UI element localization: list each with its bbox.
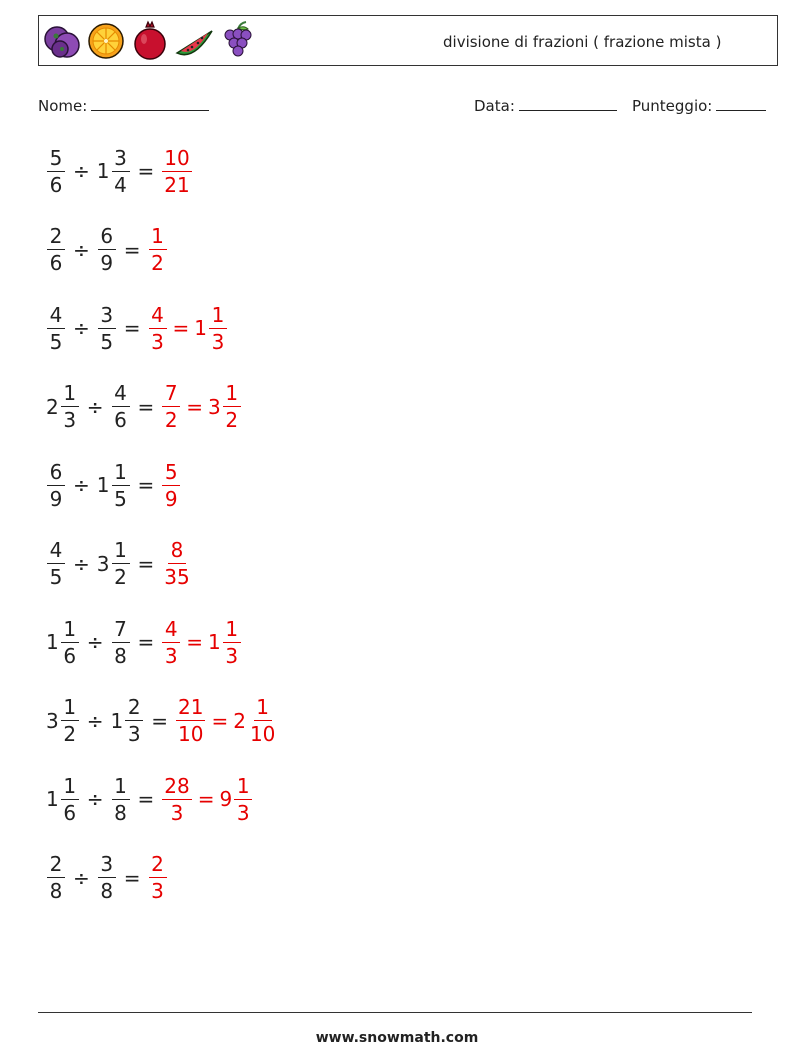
equals-sign: = <box>137 159 155 183</box>
answer-improper-fraction <box>149 854 167 901</box>
answer <box>161 773 253 825</box>
answer-improper-numerator: 8 <box>168 540 186 564</box>
divisor-numerator: 3 <box>98 854 116 878</box>
answer-improper-denominator: 3 <box>170 800 184 825</box>
divisor-whole: 1 <box>96 473 110 497</box>
date-field <box>474 94 617 115</box>
divisor-number <box>111 383 131 430</box>
dividend-denominator: 6 <box>49 251 63 275</box>
grapes-icon <box>218 19 258 63</box>
answer-mixed-fraction <box>209 302 227 354</box>
dividend-fraction <box>61 616 79 668</box>
equals-sign: = <box>151 708 168 733</box>
footer-url: www.snowmath.com <box>315 1030 479 1046</box>
answer-improper-number <box>161 540 192 587</box>
dividend-whole: 1 <box>46 787 59 811</box>
answer-improper-denominator: 2 <box>151 251 164 275</box>
dividend-number <box>46 616 80 668</box>
name-blank[interactable] <box>91 94 209 111</box>
answer-improper-number <box>175 697 206 744</box>
answer <box>161 145 192 197</box>
answer-mixed-denominator: 3 <box>211 329 225 354</box>
divisor-number <box>111 773 131 825</box>
dividend-number <box>46 459 66 511</box>
answer <box>175 697 278 744</box>
dividend-fraction <box>47 459 65 511</box>
divisor-denominator: 6 <box>114 408 127 432</box>
answer-equals-sign: = <box>211 708 229 733</box>
dividend-fraction <box>61 383 79 430</box>
dividend-fraction <box>47 302 65 354</box>
answer-improper-numerator: 21 <box>178 695 204 719</box>
name-field <box>38 94 209 115</box>
answer-improper-denominator: 21 <box>164 172 190 197</box>
answer-improper-numerator: 1 <box>149 226 167 250</box>
dividend-whole: 1 <box>46 630 59 654</box>
divisor-fraction <box>112 540 130 587</box>
dividend-whole: 3 <box>46 708 59 733</box>
equals-sign: = <box>137 787 155 811</box>
divisor-whole: 1 <box>96 159 110 183</box>
dividend-fraction <box>61 773 79 825</box>
plum-icon <box>42 19 82 63</box>
dividend-denominator: 6 <box>49 172 63 197</box>
problem-row <box>46 535 193 593</box>
answer-improper-number <box>161 145 192 197</box>
answer-improper-fraction <box>162 459 180 511</box>
watermelon-icon <box>174 19 214 63</box>
divisor-number <box>96 145 131 197</box>
dividend-denominator: 2 <box>63 722 77 746</box>
answer-mixed-whole: 9 <box>219 787 233 811</box>
divisor-numerator: 2 <box>125 697 143 721</box>
problem-row <box>46 142 193 200</box>
answer <box>148 226 168 273</box>
answer-improper-numerator: 28 <box>164 773 190 798</box>
answer-mixed-number <box>233 697 278 744</box>
answer-mixed-number <box>219 773 253 825</box>
dividend-numerator: 1 <box>61 697 79 721</box>
divisor-denominator: 8 <box>114 800 127 825</box>
dividend-whole: 2 <box>46 394 59 419</box>
answer-mixed-numerator: 1 <box>223 383 241 407</box>
divisor-number <box>97 302 117 354</box>
divisor-denominator: 2 <box>114 565 127 589</box>
answer-improper-fraction <box>162 773 191 825</box>
answer-mixed-numerator: 1 <box>234 776 252 800</box>
answer-mixed-fraction <box>223 383 241 430</box>
answer <box>148 854 168 901</box>
date-blank[interactable] <box>519 94 617 111</box>
divisor-denominator: 5 <box>100 329 114 354</box>
answer-improper-numerator: 2 <box>149 854 167 878</box>
answer-improper-number <box>161 616 181 668</box>
name-label: Nome: <box>38 97 88 115</box>
dividend-denominator: 5 <box>49 565 63 589</box>
divisor-numerator: 7 <box>112 619 130 643</box>
dividend-denominator: 8 <box>49 879 63 903</box>
answer-improper-number <box>148 854 168 901</box>
answer-improper-fraction <box>176 697 205 744</box>
divisor-denominator: 3 <box>127 722 141 746</box>
divisor-denominator: 4 <box>114 172 127 197</box>
divisor-numerator: 6 <box>98 226 116 250</box>
answer-improper-fraction <box>149 302 167 354</box>
equals-sign: = <box>123 865 141 890</box>
divisor-fraction <box>98 226 116 273</box>
answer-improper-numerator: 10 <box>164 145 190 170</box>
answer-mixed-fraction <box>248 697 277 744</box>
answer-improper-number <box>161 459 181 511</box>
answer <box>161 540 192 587</box>
dividend-numerator: 6 <box>47 462 65 486</box>
dividend-fraction <box>61 697 79 744</box>
divisor-numerator: 3 <box>98 305 116 329</box>
equals-sign: = <box>137 551 155 576</box>
divide-sign: ÷ <box>73 473 90 497</box>
answer-equals-sign: = <box>197 787 215 811</box>
dividend-numerator: 5 <box>47 148 65 172</box>
divisor-fraction <box>112 383 130 430</box>
worksheet-title: divisione di frazioni ( frazione mista ) <box>443 33 722 51</box>
divisor-denominator: 8 <box>114 643 127 668</box>
answer-improper-denominator: 35 <box>164 565 190 589</box>
answer-improper-denominator: 3 <box>151 879 164 903</box>
divisor-fraction <box>125 697 143 744</box>
dividend-denominator: 9 <box>49 486 63 511</box>
divide-sign: ÷ <box>73 316 90 340</box>
answer-mixed-numerator: 1 <box>254 697 272 721</box>
answer-mixed-number <box>208 616 242 668</box>
dividend-numerator: 1 <box>61 776 79 800</box>
divisor-number <box>111 616 131 668</box>
answer-improper-fraction <box>162 145 191 197</box>
divide-sign: ÷ <box>86 394 104 419</box>
dividend-fraction <box>47 540 65 587</box>
answer-mixed-denominator: 2 <box>225 408 239 432</box>
answer-improper-number <box>161 773 192 825</box>
score-label: Punteggio: <box>632 97 713 115</box>
dividend-numerator: 2 <box>47 226 65 250</box>
answer-mixed-whole: 1 <box>208 630 221 654</box>
score-blank[interactable] <box>716 94 766 111</box>
answer-equals-sign: = <box>186 394 204 419</box>
equals-sign: = <box>123 237 141 262</box>
problem-row <box>46 221 168 279</box>
dividend-number <box>46 383 80 430</box>
dividend-numerator: 2 <box>47 854 65 878</box>
answer-mixed-numerator: 1 <box>209 305 227 329</box>
answer-improper-number <box>148 302 168 354</box>
divide-sign: ÷ <box>86 787 104 811</box>
answer-improper-denominator: 2 <box>164 408 178 432</box>
divisor-number <box>111 697 145 744</box>
answer-mixed-number <box>194 302 228 354</box>
dividend-number <box>46 854 66 901</box>
divisor-numerator: 4 <box>112 383 130 407</box>
divisor-whole: 3 <box>96 551 110 576</box>
answer-equals-sign: = <box>172 316 190 340</box>
divide-sign: ÷ <box>73 551 90 576</box>
dividend-numerator: 1 <box>61 619 79 643</box>
dividend-denominator: 5 <box>49 329 63 354</box>
divide-sign: ÷ <box>86 708 104 733</box>
equals-sign: = <box>137 394 155 419</box>
divisor-numerator: 1 <box>112 462 130 486</box>
footer-divider <box>38 1012 752 1013</box>
fruit-icons <box>42 19 258 63</box>
dividend-number <box>46 540 66 587</box>
answer <box>161 459 181 511</box>
answer <box>148 302 229 354</box>
equals-sign: = <box>137 473 155 497</box>
answer-improper-number <box>161 383 181 430</box>
answer <box>161 616 242 668</box>
answer-mixed-fraction <box>223 616 241 668</box>
dividend-fraction <box>47 226 65 273</box>
problem-row <box>46 849 168 907</box>
divisor-number <box>97 854 117 901</box>
divisor-fraction <box>112 459 130 511</box>
dividend-fraction <box>47 854 65 901</box>
answer-improper-fraction <box>162 383 180 430</box>
answer-mixed-denominator: 10 <box>249 722 276 746</box>
dividend-number <box>46 697 80 744</box>
divisor-fraction <box>98 854 116 901</box>
divisor-fraction <box>112 145 130 197</box>
divide-sign: ÷ <box>73 237 90 262</box>
answer-mixed-whole: 2 <box>233 708 246 733</box>
dividend-number <box>46 302 66 354</box>
equals-sign: = <box>137 630 155 654</box>
answer <box>161 383 242 430</box>
answer-improper-number <box>148 226 168 273</box>
answer-improper-denominator: 3 <box>151 329 164 354</box>
dividend-numerator: 1 <box>61 383 79 407</box>
dividend-fraction <box>47 145 65 197</box>
divisor-denominator: 5 <box>114 486 127 511</box>
divisor-numerator: 1 <box>112 776 130 800</box>
problem-row <box>46 378 242 436</box>
dividend-number <box>46 145 66 197</box>
pomegranate-icon <box>130 19 170 63</box>
divide-sign: ÷ <box>73 865 90 890</box>
dividend-denominator: 3 <box>63 408 77 432</box>
divisor-number <box>96 459 131 511</box>
divide-sign: ÷ <box>86 630 104 654</box>
dividend-numerator: 4 <box>47 305 65 329</box>
answer-mixed-denominator: 3 <box>236 800 250 825</box>
answer-mixed-fraction <box>234 773 252 825</box>
divisor-fraction <box>112 616 130 668</box>
answer-improper-denominator: 3 <box>164 643 178 668</box>
answer-mixed-whole: 3 <box>208 394 221 419</box>
answer-improper-denominator: 9 <box>164 486 178 511</box>
answer-improper-numerator: 4 <box>149 305 167 329</box>
dividend-numerator: 4 <box>47 540 65 564</box>
answer-improper-fraction <box>149 226 167 273</box>
answer-improper-numerator: 7 <box>162 383 180 407</box>
divisor-number <box>97 226 117 273</box>
answer-mixed-number <box>208 383 242 430</box>
worksheet-header <box>38 15 778 66</box>
problem-row <box>46 770 253 828</box>
answer-improper-numerator: 4 <box>162 619 180 643</box>
divisor-number <box>97 540 131 587</box>
divisor-numerator: 1 <box>112 540 130 564</box>
divisor-fraction <box>112 773 130 825</box>
answer-equals-sign: = <box>186 630 204 654</box>
answer-mixed-denominator: 3 <box>225 643 239 668</box>
divisor-denominator: 8 <box>100 879 114 903</box>
problem-row <box>46 692 278 750</box>
problem-row <box>46 456 181 514</box>
dividend-denominator: 6 <box>63 643 77 668</box>
dividend-number <box>46 773 80 825</box>
answer-improper-numerator: 5 <box>162 462 180 486</box>
divisor-whole: 1 <box>110 708 124 733</box>
divide-sign: ÷ <box>73 159 90 183</box>
divisor-denominator: 9 <box>100 251 114 275</box>
dividend-number <box>46 226 66 273</box>
score-field <box>632 94 766 115</box>
problem-row <box>46 613 242 671</box>
answer-mixed-numerator: 1 <box>223 619 241 643</box>
divisor-numerator: 3 <box>112 148 130 172</box>
date-label: Data: <box>474 97 515 115</box>
answer-improper-fraction <box>162 540 191 587</box>
orange-slice-icon <box>86 19 126 63</box>
problem-row <box>46 299 228 357</box>
dividend-denominator: 6 <box>63 800 77 825</box>
equals-sign: = <box>123 316 141 340</box>
answer-improper-fraction <box>162 616 180 668</box>
divisor-fraction <box>98 302 116 354</box>
answer-improper-denominator: 10 <box>178 722 204 746</box>
answer-mixed-whole: 1 <box>194 316 208 340</box>
